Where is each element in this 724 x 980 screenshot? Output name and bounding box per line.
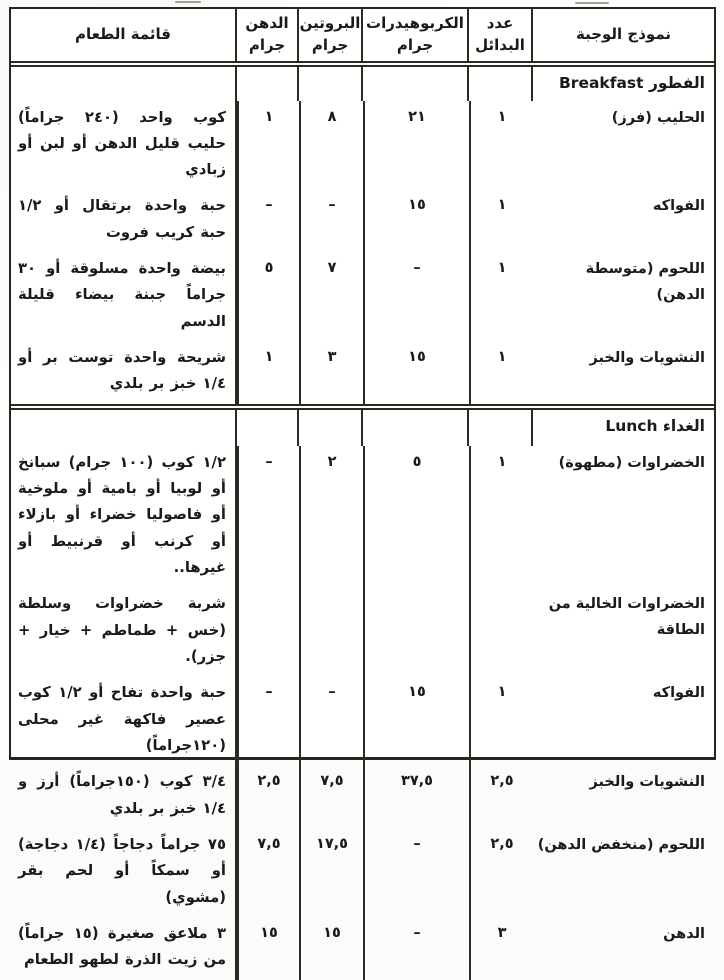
carbs-value-cell: –	[363, 917, 469, 980]
carbs-value-cell: ٢١	[363, 101, 469, 190]
empty-cell	[363, 410, 469, 446]
meal-type-cell: اللحوم (منخفض الدهن)	[537, 837, 705, 854]
empty-cell	[11, 410, 237, 446]
header-fat: الدهن جرام	[237, 9, 299, 61]
empty-cell	[299, 67, 363, 101]
food-list-cell: ٣ ملاعق صغيرة (١٥ جراماً) من زيت الذرة لطهو الطعام	[11, 917, 237, 980]
fat-value-cell: ١	[237, 341, 299, 404]
exchange-count-cell: ١	[469, 341, 533, 404]
scan-artifact	[175, 1, 201, 3]
meal-exchange-table	[9, 7, 716, 969]
carbs-value-cell: ٣٧,٥	[363, 765, 469, 828]
food-list-cell: ٣/٤ كوب (١٥٠جراماً) أرز و ١/٤ خبز بر بلدي	[11, 765, 237, 828]
food-list-cell: كوب واحد (٢٤٠ جراماً) حليب قليل الدهن أو لبن أو زبادي	[11, 101, 237, 190]
protein-value-cell: ١٧,٥	[299, 828, 363, 917]
fat-value-cell: ١٥	[237, 917, 299, 980]
meal-type-cell: الفواكه	[652, 198, 705, 215]
protein-value-cell: ٨	[299, 101, 363, 190]
header-carbohydrates: الكربوهيدرات جرام	[363, 9, 469, 61]
protein-value-cell: –	[299, 676, 363, 765]
meal-type-cell: الخضراوات الخالية من الطاقة	[548, 596, 705, 638]
meal-type-cell: الفواكه	[652, 685, 705, 702]
empty-cell	[469, 67, 533, 101]
protein-value-cell: ١٥	[299, 917, 363, 980]
protein-value-cell: ٣	[299, 341, 363, 404]
protein-value-cell: ٧,٥	[299, 765, 363, 828]
fat-value-cell: –	[237, 189, 299, 252]
empty-cell	[299, 410, 363, 446]
empty-cell	[11, 67, 237, 101]
fat-value-cell: –	[237, 676, 299, 765]
food-list-cell: ٧٥ جراماً دجاجاً (١/٤ دجاجة) أو سمكاً أو لحم بقر (مشوي)	[11, 828, 237, 917]
carbs-value-cell: ١٥	[363, 676, 469, 765]
food-list-cell: شريحة واحدة توست بر أو ١/٤ خبز بر بلدي	[11, 341, 237, 404]
empty-cell	[237, 410, 299, 446]
food-list-cell: ١/٢ كوب (١٠٠ جرام) سبانخ أو لوبيا أو بامية أو ملوخية أو فاصوليا خضراء أو بازلاء أو كرنب أو قرنبيط أو غيرها..	[11, 446, 237, 588]
header-meal-model: نموذج الوجبة	[575, 24, 672, 43]
food-list-cell: شربة خضراوات وسلطة (خس + طماطم + خيار + جزر).	[11, 587, 237, 676]
table-header-row	[11, 9, 714, 67]
carbs-value-cell: ١٥	[363, 341, 469, 404]
exchange-count-cell: ١	[469, 252, 533, 341]
exchange-count-cell: ١	[469, 101, 533, 190]
food-list-cell: بيضة واحدة مسلوقة أو ٣٠ جراماً جبنة بيضاء قليلة الدسم	[11, 252, 237, 341]
header-food-list: قائمة الطعام	[11, 9, 237, 61]
breakfast-section	[11, 67, 714, 404]
empty-cell	[469, 410, 533, 446]
exchange-count-cell	[469, 587, 533, 676]
fat-value-cell: ٧,٥	[237, 828, 299, 917]
carbs-value-cell: –	[363, 252, 469, 341]
meal-type-cell: النشويات والخبز	[589, 774, 705, 791]
carbs-value-cell: ٥	[363, 446, 469, 588]
header-exchanges: عدد البدائل	[469, 9, 533, 61]
exchange-count-cell: ١	[469, 446, 533, 588]
meal-type-cell: الدهن	[663, 926, 705, 943]
fat-value-cell: –	[237, 446, 299, 588]
meal-type-cell: الحليب (فرز)	[611, 109, 705, 126]
scan-artifact	[575, 2, 609, 4]
carbs-value-cell: –	[363, 828, 469, 917]
fat-value-cell: ٢,٥	[237, 765, 299, 828]
protein-value-cell	[299, 587, 363, 676]
meal-type-cell: اللحوم (متوسطة الدهن)	[585, 261, 705, 303]
exchange-count-cell: ١	[469, 676, 533, 765]
header-protein: البروتين جرام	[299, 9, 363, 61]
empty-cell	[237, 67, 299, 101]
protein-value-cell: ٧	[299, 252, 363, 341]
food-list-cell: حبة واحدة برتقال أو ١/٢ حبة كريب فروت	[11, 189, 237, 252]
exchange-count-cell: ١	[469, 189, 533, 252]
exchange-count-cell: ٢,٥	[469, 765, 533, 828]
meal-type-cell: النشويات والخبز	[589, 350, 705, 367]
food-list-cell: حبة واحدة تفاح أو ١/٢ كوب عصير فاكهة غير محلى (١٢٠جراماً)	[11, 676, 237, 765]
carbs-value-cell: ١٥	[363, 189, 469, 252]
fat-value-cell	[237, 587, 299, 676]
section-title: الفطور Breakfast	[558, 73, 705, 92]
lunch-section	[11, 404, 714, 980]
exchange-count-cell: ٢,٥	[469, 828, 533, 917]
protein-value-cell: –	[299, 189, 363, 252]
section-title: الغداء Lunch	[605, 416, 705, 435]
exchange-count-cell: ٣	[469, 917, 533, 980]
meal-type-cell: الخضراوات (مطهوة)	[558, 454, 705, 471]
fat-value-cell: ١	[237, 101, 299, 190]
protein-value-cell: ٢	[299, 446, 363, 588]
fat-value-cell: ٥	[237, 252, 299, 341]
empty-cell	[363, 67, 469, 101]
carbs-value-cell	[363, 587, 469, 676]
